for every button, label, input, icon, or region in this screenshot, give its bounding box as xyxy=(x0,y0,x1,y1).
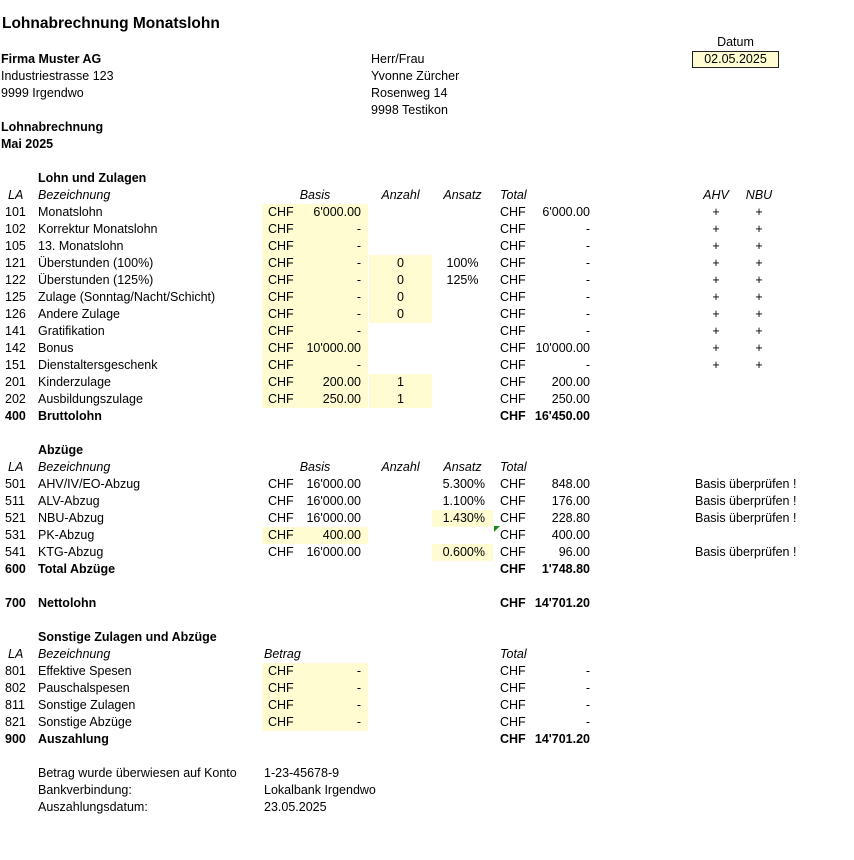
abzuege-section-title: Abzüge xyxy=(38,443,84,457)
nettolohn-label: Nettolohn xyxy=(38,596,97,610)
payment-date-value: 23.05.2025 xyxy=(264,800,327,814)
lohn-basis-value[interactable]: - xyxy=(356,222,361,236)
lohn-basis-value[interactable]: - xyxy=(356,290,361,304)
abzug-total-value: 228.80 xyxy=(551,511,590,525)
abzug-ansatz-value: 1.100% xyxy=(442,494,485,508)
lohn-ansatz-value: 125% xyxy=(446,273,479,287)
lohn-la: 126 xyxy=(5,307,26,321)
lohn-ahv-flag: + xyxy=(712,358,720,372)
lohn-basis-currency: CHF xyxy=(268,239,294,253)
sonstige-total-currency: CHF xyxy=(500,681,526,695)
lohn-name: Dienstaltersgeschenk xyxy=(38,358,158,372)
lohn-la: 142 xyxy=(5,341,26,355)
lohn-total-value: 200.00 xyxy=(551,375,590,389)
konto-value: 1-23-45678-9 xyxy=(264,766,340,780)
abzug-basis-value: 16'000.00 xyxy=(306,545,361,559)
lohn-total-currency: CHF xyxy=(500,392,526,406)
abzug-total-value: 96.00 xyxy=(558,545,590,559)
sonstige-betrag-currency: CHF xyxy=(268,698,294,712)
header-anzahl: Anzahl xyxy=(381,188,420,202)
lohn-basis-value[interactable]: 250.00 xyxy=(322,392,361,406)
lohn-total-currency: CHF xyxy=(500,358,526,372)
lohn-ahv-flag: + xyxy=(712,290,720,304)
lohn-nbu-flag: + xyxy=(755,358,763,372)
lohn-total-value: - xyxy=(585,273,590,287)
header-ansatz: Ansatz xyxy=(443,460,482,474)
abzug-total-currency: CHF xyxy=(500,477,526,491)
lohn-basis-currency: CHF xyxy=(268,290,294,304)
lohn-total-currency: CHF xyxy=(500,375,526,389)
lohn-nbu-flag: + xyxy=(755,341,763,355)
lohn-ahv-flag: + xyxy=(712,273,720,287)
abzug-warning-note: Basis überprüfen ! xyxy=(695,477,797,491)
lohn-nbu-flag: + xyxy=(755,256,763,270)
lohn-la: 141 xyxy=(5,324,26,338)
lohn-nbu-flag: + xyxy=(755,222,763,236)
lohn-basis-value[interactable]: - xyxy=(356,324,361,338)
employee-street: Rosenweg 14 xyxy=(371,86,448,100)
abzug-basis-currency: CHF xyxy=(268,477,294,491)
abzug-la: 511 xyxy=(5,494,25,508)
lohn-name: Zulage (Sonntag/Nacht/Schicht) xyxy=(38,290,216,304)
abzug-name: PK-Abzug xyxy=(38,528,95,542)
abzug-total-value: 400.00 xyxy=(551,528,590,542)
lohn-total-value: - xyxy=(585,239,590,253)
total-abzuege-la: 600 xyxy=(5,562,26,576)
lohn-ahv-flag: + xyxy=(712,307,720,321)
lohn-total-currency: CHF xyxy=(500,307,526,321)
lohn-basis-value[interactable]: - xyxy=(356,273,361,287)
lohn-name: Gratifikation xyxy=(38,324,105,338)
sonstige-total-value: - xyxy=(585,715,590,729)
abzug-warning-note: Basis überprüfen ! xyxy=(695,511,797,525)
header-bezeichnung: Bezeichnung xyxy=(38,647,111,661)
lohn-name: Bonus xyxy=(38,341,74,355)
sonstige-total-currency: CHF xyxy=(500,664,526,678)
bruttolohn-la: 400 xyxy=(5,409,26,423)
sonstige-betrag-currency: CHF xyxy=(268,664,294,678)
abzug-la: 531 xyxy=(5,528,26,542)
nettolohn-currency: CHF xyxy=(500,596,526,610)
abzug-basis-value: 16'000.00 xyxy=(306,477,361,491)
header-anzahl: Anzahl xyxy=(381,460,420,474)
abzug-basis-currency: CHF xyxy=(268,545,294,559)
sonstige-betrag-value[interactable]: - xyxy=(356,715,361,729)
sonstige-total-value: - xyxy=(585,681,590,695)
lohn-basis-value[interactable]: 6'000.00 xyxy=(313,205,361,219)
lohn-basis-currency: CHF xyxy=(268,341,294,355)
sonstige-section-title: Sonstige Zulagen und Abzüge xyxy=(38,630,217,644)
bruttolohn-label: Bruttolohn xyxy=(38,409,102,423)
lohn-anzahl-value[interactable]: 1 xyxy=(397,375,404,389)
header-ansatz: Ansatz xyxy=(443,188,482,202)
nettolohn-total: 14'701.20 xyxy=(534,596,590,610)
lohn-section-title: Lohn und Zulagen xyxy=(38,171,147,185)
employee-city: 9998 Testikon xyxy=(371,103,448,117)
lohn-ahv-flag: + xyxy=(712,239,720,253)
abzug-total-currency: CHF xyxy=(500,494,526,508)
sonstige-name: Effektive Spesen xyxy=(38,664,132,678)
lohn-name: Korrektur Monatslohn xyxy=(38,222,158,236)
lohn-basis-currency: CHF xyxy=(268,256,294,270)
lohn-la: 201 xyxy=(5,375,26,389)
sonstige-name: Sonstige Zulagen xyxy=(38,698,136,712)
sonstige-total-value: - xyxy=(585,698,590,712)
lohn-la: 101 xyxy=(5,205,26,219)
company-street: Industriestrasse 123 xyxy=(1,69,114,83)
period-month: Mai 2025 xyxy=(1,137,54,151)
lohn-anzahl-value[interactable]: 0 xyxy=(397,256,404,270)
lohn-nbu-flag: + xyxy=(755,239,763,253)
lohn-name: Überstunden (125%) xyxy=(38,273,154,287)
lohn-basis-currency: CHF xyxy=(268,205,294,219)
sonstige-betrag-currency: CHF xyxy=(268,715,294,729)
lohn-name: 13. Monatslohn xyxy=(38,239,124,253)
lohn-name: Andere Zulage xyxy=(38,307,121,321)
abzug-ansatz-value: 5.300% xyxy=(442,477,485,491)
lohn-total-currency: CHF xyxy=(500,341,526,355)
date-label: Datum xyxy=(717,35,754,49)
lohn-total-value: - xyxy=(585,290,590,304)
page-title: Lohnabrechnung Monatslohn xyxy=(2,15,220,32)
sonstige-la: 801 xyxy=(5,664,26,678)
lohn-basis-value[interactable]: - xyxy=(356,358,361,372)
bruttolohn-total: 16'450.00 xyxy=(534,409,590,423)
lohn-la: 121 xyxy=(5,256,26,270)
auszahlung-la: 900 xyxy=(5,732,26,746)
lohn-basis-value[interactable]: 10'000.00 xyxy=(306,341,361,355)
lohn-total-currency: CHF xyxy=(500,290,526,304)
payment-date-label: Auszahlungsdatum: xyxy=(38,800,148,814)
lohn-total-currency: CHF xyxy=(500,256,526,270)
abzug-basis-value: 16'000.00 xyxy=(306,494,361,508)
header-ahv: AHV xyxy=(703,188,729,202)
date-field[interactable]: 02.05.2025 xyxy=(692,51,779,68)
lohn-anzahl-value[interactable]: 1 xyxy=(397,392,404,406)
header-la: LA xyxy=(8,188,24,202)
sonstige-betrag-value[interactable]: - xyxy=(356,681,361,695)
abzug-la: 521 xyxy=(5,511,26,525)
total-abzuege-total: 1'748.80 xyxy=(541,562,590,576)
lohn-basis-currency: CHF xyxy=(268,273,294,287)
lohn-anzahl-value[interactable]: 0 xyxy=(397,273,404,287)
abzug-ansatz-value[interactable]: 1.430% xyxy=(442,511,485,525)
abzug-name: NBU-Abzug xyxy=(38,511,104,525)
header-total: Total xyxy=(500,647,527,661)
lohn-nbu-flag: + xyxy=(755,307,763,321)
header-la: LA xyxy=(8,460,24,474)
company-city: 9999 Irgendwo xyxy=(1,86,84,100)
abzug-warning-note: Basis überprüfen ! xyxy=(695,494,797,508)
sonstige-name: Pauschalspesen xyxy=(38,681,130,695)
header-total: Total xyxy=(500,460,527,474)
abzug-name: KTG-Abzug xyxy=(38,545,104,559)
sonstige-la: 811 xyxy=(5,698,25,712)
lohn-la: 105 xyxy=(5,239,26,253)
lohn-nbu-flag: + xyxy=(755,290,763,304)
lohn-basis-value[interactable]: - xyxy=(356,239,361,253)
lohn-basis-currency: CHF xyxy=(268,307,294,321)
abzug-name: ALV-Abzug xyxy=(38,494,100,508)
bruttolohn-currency: CHF xyxy=(500,409,526,423)
header-nbu: NBU xyxy=(745,188,773,202)
bank-value: Lokalbank Irgendwo xyxy=(264,783,376,797)
konto-label: Betrag wurde überwiesen auf Konto xyxy=(38,766,237,780)
lohn-basis-currency: CHF xyxy=(268,375,294,389)
lohn-total-currency: CHF xyxy=(500,222,526,236)
lohn-total-value: - xyxy=(585,256,590,270)
lohn-basis-value[interactable]: 200.00 xyxy=(322,375,361,389)
abzug-total-currency: CHF xyxy=(500,511,526,525)
abzug-basis-currency: CHF xyxy=(268,494,294,508)
lohn-nbu-flag: + xyxy=(755,273,763,287)
abzug-basis-value: 16'000.00 xyxy=(306,511,361,525)
sonstige-total-currency: CHF xyxy=(500,715,526,729)
lohn-ahv-flag: + xyxy=(712,222,720,236)
employee-salutation: Herr/Frau xyxy=(371,52,425,66)
lohn-total-value: - xyxy=(585,222,590,236)
abzug-warning-note: Basis überprüfen ! xyxy=(695,545,797,559)
lohn-ahv-flag: + xyxy=(712,341,720,355)
lohn-basis-currency: CHF xyxy=(268,324,294,338)
auszahlung-currency: CHF xyxy=(500,732,526,746)
abzug-total-value: 848.00 xyxy=(551,477,590,491)
lohn-la: 122 xyxy=(5,273,26,287)
sonstige-la: 821 xyxy=(5,715,26,729)
header-basis: Basis xyxy=(299,188,331,202)
lohn-total-value: - xyxy=(585,307,590,321)
lohn-name: Monatslohn xyxy=(38,205,103,219)
lohn-total-currency: CHF xyxy=(500,239,526,253)
abzug-basis-value[interactable]: 400.00 xyxy=(322,528,361,542)
lohn-total-value: 10'000.00 xyxy=(535,341,590,355)
lohn-basis-value[interactable]: - xyxy=(356,256,361,270)
abzug-la: 541 xyxy=(5,545,26,559)
lohn-ansatz-value: 100% xyxy=(446,256,479,270)
lohn-total-currency: CHF xyxy=(500,205,526,219)
lohn-name: Überstunden (100%) xyxy=(38,256,154,270)
sonstige-name: Sonstige Abzüge xyxy=(38,715,132,729)
abzug-la: 501 xyxy=(5,477,26,491)
abzug-total-currency: CHF xyxy=(500,545,526,559)
total-abzuege-currency: CHF xyxy=(500,562,526,576)
lohn-name: Ausbildungszulage xyxy=(38,392,143,406)
period-label: Lohnabrechnung xyxy=(1,120,104,134)
lohn-basis-currency: CHF xyxy=(268,392,294,406)
abzug-basis-currency: CHF xyxy=(268,511,294,525)
lohn-name: Kinderzulage xyxy=(38,375,111,389)
abzug-total-currency: CHF xyxy=(500,528,526,542)
comment-marker[interactable] xyxy=(494,526,500,532)
lohn-ahv-flag: + xyxy=(712,256,720,270)
sonstige-betrag-value[interactable]: - xyxy=(356,698,361,712)
abzug-basis-currency: CHF xyxy=(268,528,294,542)
auszahlung-label: Auszahlung xyxy=(38,732,109,746)
sonstige-la: 802 xyxy=(5,681,26,695)
lohn-nbu-flag: + xyxy=(755,205,763,219)
header-bezeichnung: Bezeichnung xyxy=(38,460,111,474)
header-total: Total xyxy=(500,188,527,202)
abzug-total-value: 176.00 xyxy=(551,494,590,508)
lohn-total-value: - xyxy=(585,324,590,338)
lohn-total-currency: CHF xyxy=(500,324,526,338)
bank-label: Bankverbindung: xyxy=(38,783,132,797)
nettolohn-la: 700 xyxy=(5,596,26,610)
header-bezeichnung: Bezeichnung xyxy=(38,188,111,202)
total-abzuege-label: Total Abzüge xyxy=(38,562,116,576)
header-basis: Basis xyxy=(299,460,331,474)
sonstige-betrag-currency: CHF xyxy=(268,681,294,695)
lohn-anzahl-value[interactable]: 0 xyxy=(397,290,404,304)
lohn-la: 151 xyxy=(5,358,26,372)
abzug-ansatz-value[interactable]: 0.600% xyxy=(442,545,485,559)
lohn-basis-value[interactable]: - xyxy=(356,307,361,321)
company-name: Firma Muster AG xyxy=(1,52,102,66)
lohn-ahv-flag: + xyxy=(712,205,720,219)
lohn-basis-currency: CHF xyxy=(268,222,294,236)
lohn-basis-currency: CHF xyxy=(268,358,294,372)
lohn-nbu-flag: + xyxy=(755,324,763,338)
header-betrag: Betrag xyxy=(264,647,301,661)
employee-name: Yvonne Zürcher xyxy=(371,69,460,83)
lohn-la: 202 xyxy=(5,392,26,406)
lohn-total-value: 250.00 xyxy=(551,392,590,406)
lohn-total-value: 6'000.00 xyxy=(542,205,590,219)
abzug-name: AHV/IV/EO-Abzug xyxy=(38,477,141,491)
lohn-ahv-flag: + xyxy=(712,324,720,338)
auszahlung-total: 14'701.20 xyxy=(534,732,590,746)
lohn-la: 125 xyxy=(5,290,26,304)
sonstige-total-value: - xyxy=(585,664,590,678)
lohn-la: 102 xyxy=(5,222,26,236)
lohn-anzahl-value[interactable]: 0 xyxy=(397,307,404,321)
sonstige-betrag-value[interactable]: - xyxy=(356,664,361,678)
lohn-total-currency: CHF xyxy=(500,273,526,287)
header-la: LA xyxy=(8,647,24,661)
sonstige-total-currency: CHF xyxy=(500,698,526,712)
lohn-total-value: - xyxy=(585,358,590,372)
